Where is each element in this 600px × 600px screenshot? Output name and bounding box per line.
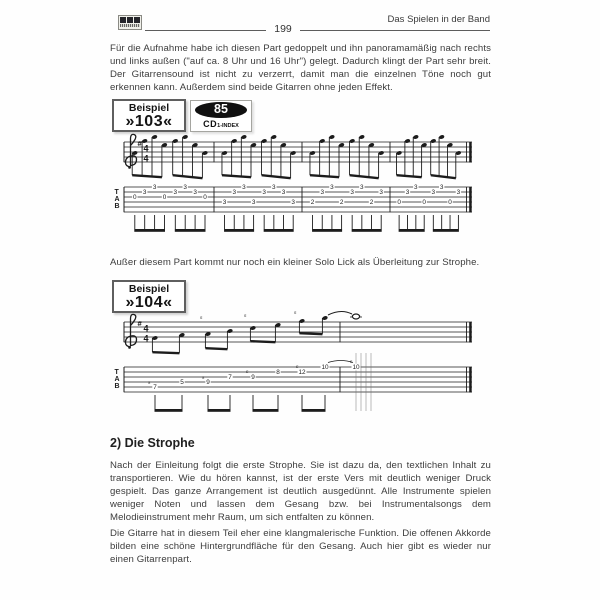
- svg-text:0: 0: [203, 194, 207, 202]
- chapter-title: Das Spielen in der Band: [387, 14, 490, 25]
- svg-text:3: 3: [183, 184, 187, 192]
- svg-text:3: 3: [222, 199, 227, 207]
- svg-text:10: 10: [321, 364, 329, 372]
- cd-index-label: CD1-INDEX: [203, 119, 239, 129]
- example-103-label-title: Beispiel: [128, 102, 170, 114]
- svg-text:s: s: [148, 381, 151, 386]
- svg-text:3: 3: [350, 189, 354, 197]
- svg-text:0: 0: [448, 199, 452, 207]
- svg-text:3: 3: [414, 184, 418, 192]
- svg-text:3: 3: [281, 189, 286, 197]
- svg-text:T: T: [114, 369, 119, 376]
- svg-text:7: 7: [153, 384, 157, 392]
- svg-text:2: 2: [339, 199, 344, 207]
- svg-text:#: #: [137, 139, 142, 148]
- svg-text:2: 2: [369, 199, 374, 207]
- svg-text:3: 3: [439, 184, 444, 192]
- svg-text:0: 0: [133, 194, 137, 202]
- page-number: 199: [274, 23, 292, 35]
- svg-text:3: 3: [232, 189, 237, 197]
- svg-text:10: 10: [352, 364, 360, 372]
- svg-text:B: B: [114, 203, 120, 210]
- svg-text:3: 3: [251, 199, 256, 207]
- svg-text:3: 3: [431, 189, 436, 197]
- svg-text:4: 4: [143, 153, 149, 164]
- publisher-logo: [118, 15, 142, 30]
- header-rule-right: [300, 30, 490, 31]
- svg-text:s: s: [200, 316, 203, 321]
- svg-text:3: 3: [320, 189, 325, 197]
- svg-text:3: 3: [193, 189, 197, 197]
- paragraph-recording: Für die Aufnahme habe ich diesen Part gedoppelt und ihn panoramamäßig nach rechts und links außen ("auf ca. 8 Uhr und 16 Uhr") gelegt. Dadurch klingt der Part sehr breit. Der Gitarrensound ist nicht zu verzerrt, damit man die einzelnen Töne noch gut erkennen kann. Außerdem sind beide Gitarren ohne jeden Effekt.: [110, 43, 491, 94]
- svg-text:3: 3: [405, 189, 410, 197]
- svg-text:9: 9: [206, 379, 210, 387]
- svg-text:s: s: [294, 311, 297, 316]
- svg-text:9: 9: [251, 374, 255, 382]
- svg-text:4: 4: [143, 333, 149, 344]
- svg-text:3: 3: [262, 189, 266, 197]
- svg-text:3: 3: [242, 184, 246, 192]
- svg-text:s: s: [244, 314, 247, 319]
- svg-text:s: s: [296, 365, 299, 370]
- example-104-label-title: Beispiel: [128, 283, 170, 295]
- svg-text:7: 7: [228, 374, 232, 382]
- svg-text:12: 12: [298, 369, 306, 377]
- svg-text:4: 4: [143, 143, 149, 154]
- notation-example-104: [110, 307, 475, 425]
- paragraph-guitar-function: Die Gitarre hat in diesem Teil eher eine klangmalerische Funktion. Die offenen Akkorde bilden eine schöne Hintergrundfläche für den Gesang. Auch hier gibt es wieder nur einen Gitarrenpart.: [110, 528, 491, 566]
- svg-text:0: 0: [422, 199, 426, 207]
- svg-text:3: 3: [379, 189, 383, 197]
- publisher-logo-text: [120, 24, 140, 27]
- svg-text:2: 2: [310, 199, 315, 207]
- example-103-label-number: »103«: [125, 113, 173, 130]
- svg-text:s: s: [202, 376, 205, 381]
- cd-icon: CD: [203, 119, 218, 129]
- svg-text:A: A: [114, 376, 120, 383]
- svg-text:5: 5: [180, 379, 184, 387]
- svg-text:s: s: [350, 360, 353, 365]
- svg-text:3: 3: [330, 184, 334, 192]
- svg-text:8: 8: [276, 369, 280, 377]
- paragraph-strophe: Nach der Einleitung folgt die erste Strophe. Sie ist dazu da, den textlichen Inhalt zu transportieren. Wie du hören kannst, ist der erste Vers mit deutlich weniger Druck gespielt. Das ganze Arrangement ist deutlich ausgedünnt. Alle Instrumente spielen weniger Noten und lassen dem Gesang bzw. bei Instrumentalsongs dem Melodieinstrument mehr Raum, um sich entfalten zu können.: [110, 460, 491, 524]
- svg-text:A: A: [114, 196, 120, 203]
- svg-text:T: T: [114, 189, 119, 196]
- header-rule-left: [145, 30, 266, 31]
- svg-text:3: 3: [152, 184, 157, 192]
- svg-text:3: 3: [360, 184, 364, 192]
- svg-text:0: 0: [397, 199, 401, 207]
- svg-text:4: 4: [143, 323, 149, 334]
- svg-text:3: 3: [456, 189, 461, 197]
- cd-track-number: 85: [195, 102, 247, 118]
- example-104-label-number: »104«: [125, 294, 173, 311]
- svg-text:#: #: [137, 319, 142, 328]
- publisher-logo-squares: [120, 17, 140, 23]
- svg-text:B: B: [114, 383, 120, 390]
- svg-text:0: 0: [162, 194, 167, 202]
- notation-example-103: [110, 127, 475, 245]
- paragraph-solo-lick: Außer diesem Part kommt nur noch ein kleiner Solo Lick als Überleitung zur Strophe.: [110, 257, 480, 268]
- section-heading: 2) Die Strophe: [110, 436, 195, 450]
- svg-text:3: 3: [173, 189, 178, 197]
- svg-text:3: 3: [291, 199, 295, 207]
- svg-text:s: s: [246, 370, 249, 375]
- svg-text:3: 3: [272, 184, 276, 192]
- svg-text:3: 3: [142, 189, 147, 197]
